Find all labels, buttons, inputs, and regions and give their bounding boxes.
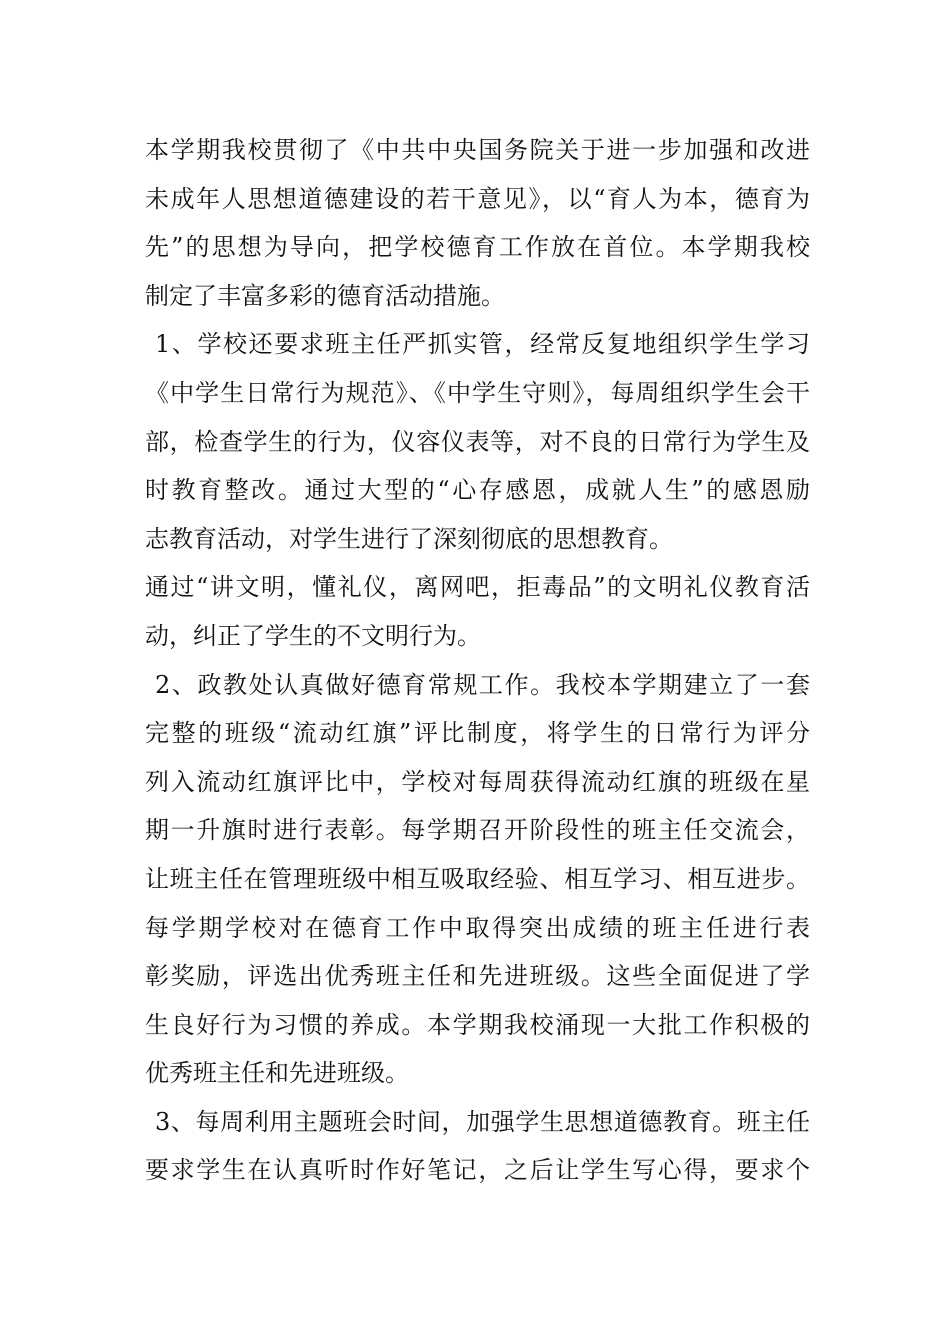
- document-body-text: [145, 126, 810, 1195]
- text-line: 本学期我校贯彻了《中共中央国务院关于进一步加强和改进: [145, 136, 810, 164]
- text-line: 1、学校还要求班主任严抓实管，经常反复地组织学生学习: [155, 330, 810, 359]
- text-line: 生良好行为习惯的养成。本学期我校涌现一大批工作积极的: [145, 1010, 810, 1039]
- text-line: 动，纠正了学生的不文明行为。: [145, 621, 481, 650]
- text-line: 彰奖励，评选出优秀班主任和先进班级。这些全面促进了学: [145, 962, 810, 991]
- text-line: 通过“讲文明，懂礼仪，离网吧，拒毒品”的文明礼仪教育活: [145, 573, 810, 602]
- text-line: 列入流动红旗评比中，学校对每周获得流动红旗的班级在星: [145, 767, 810, 796]
- text-line: 期一升旗时进行表彰。每学期召开阶段性的班主任交流会，: [145, 816, 810, 845]
- text-line: 每学期学校对在德育工作中取得突出成绩的班主任进行表: [145, 913, 810, 942]
- text-line: 志教育活动，对学生进行了深刻彻底的思想教育。: [145, 524, 673, 553]
- text-line: 完整的班级“流动红旗”评比制度，将学生的日常行为评分: [145, 719, 810, 748]
- text-line: 3、每周利用主题班会时间，加强学生思想道德教育。班主任: [155, 1107, 810, 1136]
- text-line: 优秀班主任和先进班级。: [145, 1059, 409, 1088]
- text-line: 先”的思想为导向，把学校德育工作放在首位。本学期我校: [145, 233, 810, 262]
- text-line: 2、政教处认真做好德育常规工作。我校本学期建立了一套: [155, 670, 810, 699]
- text-line: 要求学生在认真听时作好笔记，之后让学生写心得，要求个: [145, 1156, 810, 1185]
- text-line: 时教育整改。通过大型的“心存感恩，成就人生”的感恩励: [145, 476, 810, 505]
- text-line: 制定了丰富多彩的德育活动措施。: [145, 281, 505, 310]
- text-line: 未成年人思想道德建设的若干意见》，以“育人为本，德育为: [145, 184, 810, 213]
- text-line: 《中学生日常行为规范》、《中学生守则》，每周组织学生会干: [145, 378, 810, 407]
- text-line: 让班主任在管理班级中相互吸取经验、相互学习、相互进步。: [145, 864, 810, 893]
- text-line: 部，检查学生的行为，仪容仪表等，对不良的日常行为学生及: [145, 427, 810, 456]
